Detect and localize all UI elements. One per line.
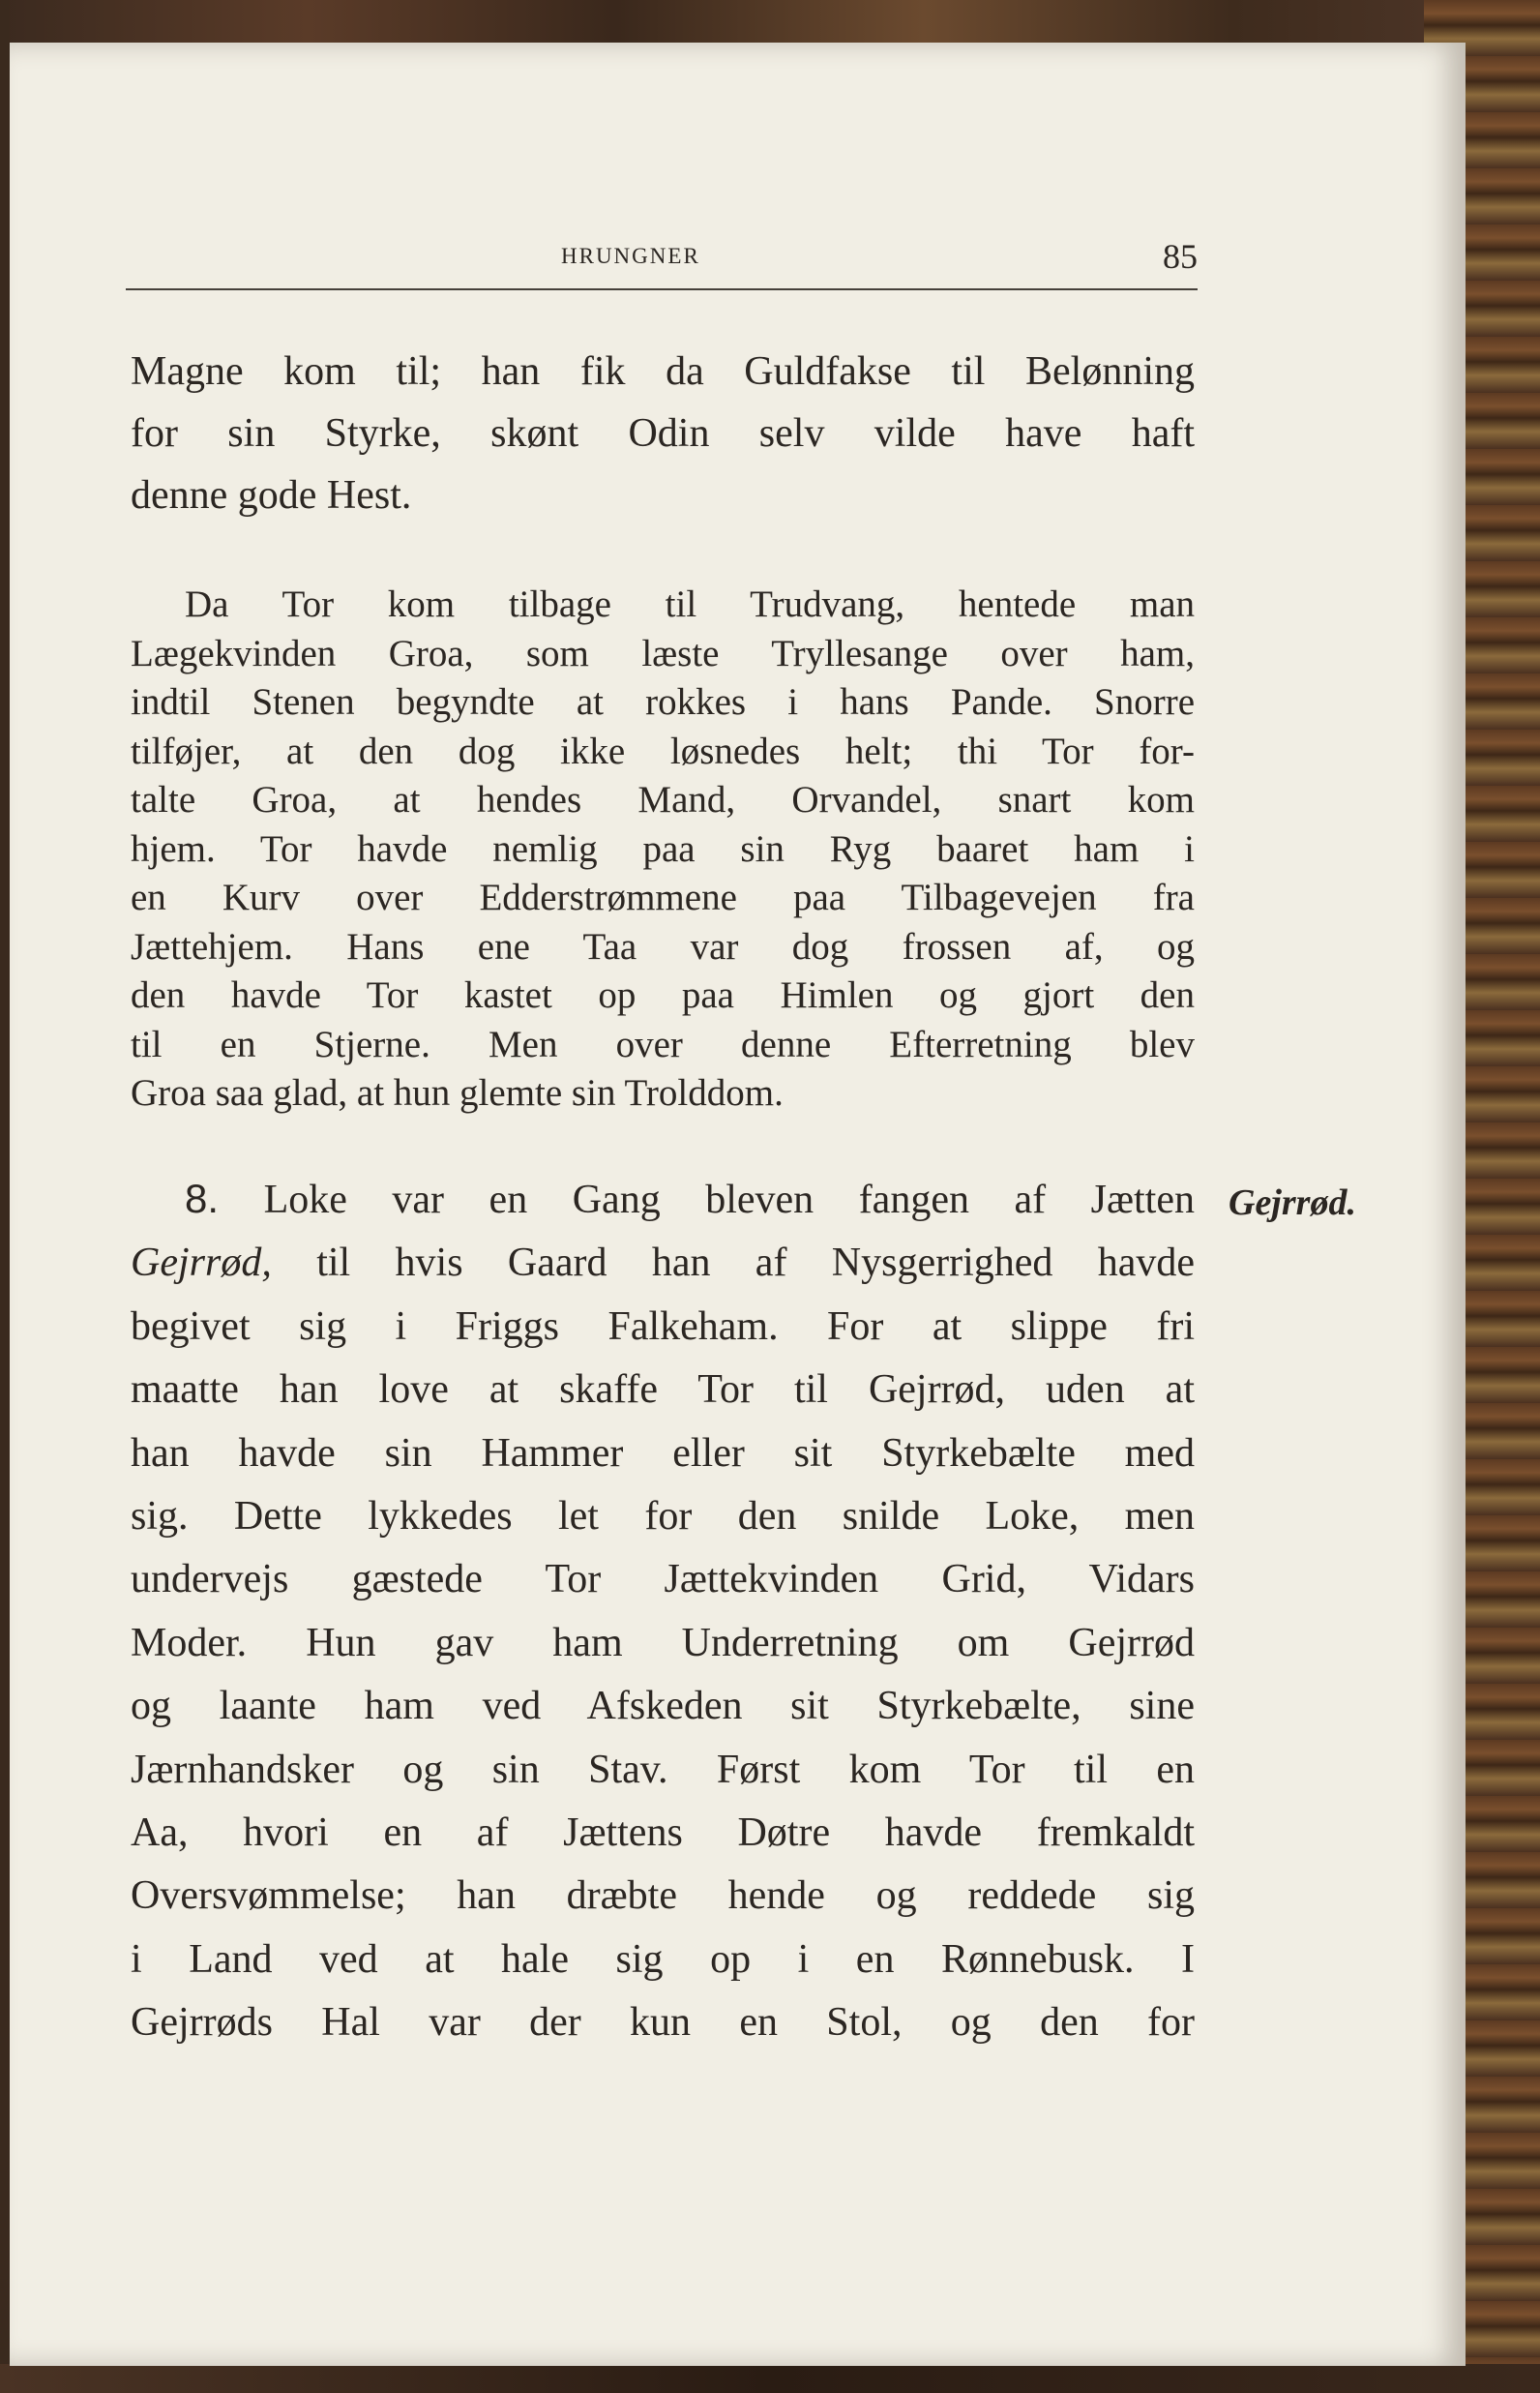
text-line: i Land ved at hale sig op i en Rønnebusk. I [131, 1936, 1195, 1982]
text-line: han havde sin Hammer eller sit Styrkebælte med [131, 1430, 1195, 1476]
text-line: begivet sig i Friggs Falkeham. For at slippe fri [131, 1303, 1195, 1349]
text-line: Jærnhandsker og sin Stav. Først kom Tor til en [131, 1747, 1195, 1792]
text-line: talte Groa, at hendes Mand, Orvandel, snart kom [131, 779, 1195, 821]
paragraph-3 [131, 1167, 1195, 2055]
text-line: den havde Tor kastet op paa Himlen og gjort den [131, 974, 1195, 1016]
text-line: Gejrrøds Hal var der kun en Stol, og den for [131, 2000, 1195, 2046]
text-line: denne gode Hest. [131, 473, 412, 518]
running-title: HRUNGNER [561, 244, 700, 268]
book-edge-bottom [0, 2364, 1540, 2393]
text-line: indtil Stenen begyndte at rokkes i hans Pande. Snorre [131, 681, 1195, 723]
book-edge-left [0, 0, 10, 2393]
text-line: og laante ham ved Afskeden sit Styrkebælte, sine [131, 1684, 1195, 1729]
margin-note: Gejrrød. [1229, 1182, 1356, 1223]
text-line: sig. Dette lykkedes let for den snilde Loke, men [131, 1494, 1195, 1540]
paragraph-2 [131, 581, 1195, 1119]
text-line: undervejs gæstede Tor Jættekvinden Grid, Vidars [131, 1557, 1195, 1602]
text-line: Da Tor kom tilbage til Trudvang, hentede man [185, 583, 1195, 625]
text-line: maatte han love at skaffe Tor til Gejrrød, uden at [131, 1367, 1195, 1413]
text-fragment: til hvis Gaard han af Nysgerrighed havde [316, 1241, 1195, 1286]
book-edge-top [0, 0, 1540, 45]
text-line [131, 1167, 1195, 1232]
text-line: Aa, hvori en af Jættens Døtre havde fremkaldt [131, 1810, 1195, 1856]
page-number: 85 [1163, 237, 1198, 276]
text-line: Jættehjem. Hans ene Taa var dog frossen af, og [131, 925, 1195, 968]
italic-name: Gejrrød, [131, 1241, 272, 1286]
text-line: Magne kom til; han fik da Guldfakse til Belønning [131, 349, 1195, 394]
text-fragment: Loke var en Gang bleven fangen af Jætten [263, 1178, 1195, 1222]
text-line: en Kurv over Edderstrømmene paa Tilbagevejen fra [131, 877, 1195, 918]
header-rule [126, 288, 1198, 290]
text-line: til en Stjerne. Men over denne Efterretning blev [131, 1023, 1195, 1065]
section-number: 8. [185, 1176, 220, 1221]
text-line: Lægekvinden Groa, som læste Tryllesange over ham, [131, 632, 1195, 674]
text-line: for sin Styrke, skønt Odin selv vilde have haft [131, 411, 1195, 456]
text-line: hjem. Tor havde nemlig paa sin Ryg baaret ham i [131, 827, 1195, 870]
text-line: Groa saa glad, at hun glemte sin Trolddom. [131, 1072, 784, 1114]
paragraph-1 [131, 341, 1195, 526]
text-line [131, 1232, 1195, 1295]
running-head [126, 197, 1198, 294]
text-line: Moder. Hun gav ham Underretning om Gejrrød [131, 1620, 1195, 1665]
text-line: tilføjer, at den dog ikke løsnedes helt; thi Tor for- [131, 730, 1195, 772]
text-line: Oversvømmelse; han dræbte hende og reddede sig [131, 1873, 1195, 1919]
